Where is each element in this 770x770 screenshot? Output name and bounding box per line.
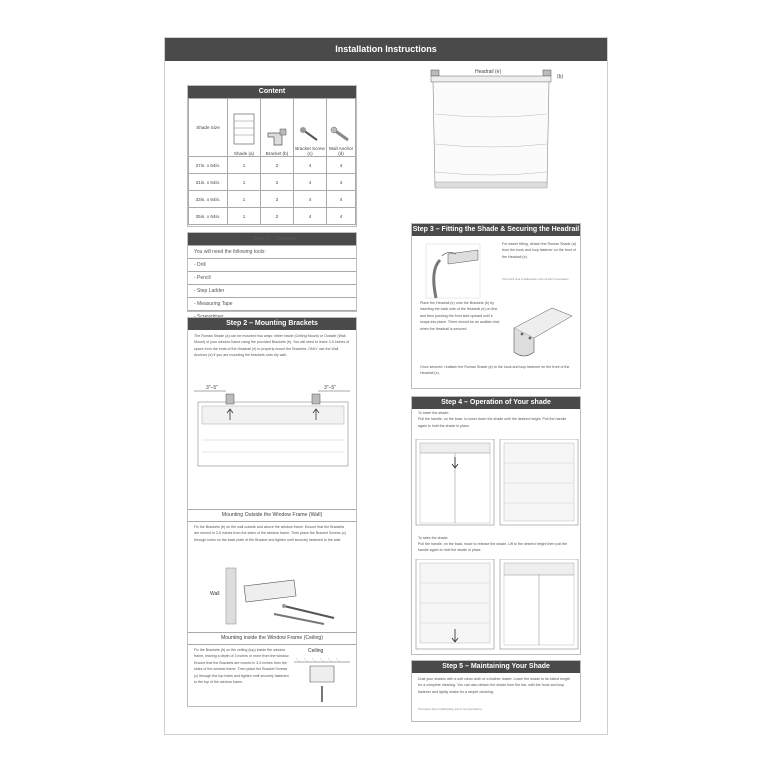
col-anchor (327, 99, 356, 157)
raise-shade-diagram (412, 559, 580, 651)
tool-item: - Drill (188, 259, 356, 272)
col-screw-label: Bracket Screw (c) (295, 146, 325, 156)
tool-item: - Step Ladder (188, 285, 356, 298)
lower-title: To lower the shade: (418, 411, 450, 415)
step3-note: This brand here is deliberately. Just not help homemakers. (502, 278, 570, 281)
shade-icon (229, 111, 259, 151)
screw-icon (297, 124, 323, 146)
ceiling-label: Ceiling (308, 648, 324, 654)
col-anchor-label: Wall Anchor (d) (328, 146, 354, 156)
col-screw (294, 99, 327, 157)
lower-text: Pull the handle, on the back, to lower down the shade until the desired height. Pull the handle again to hold the shade in place. (418, 417, 567, 428)
content-table (188, 98, 356, 225)
page-title: Installation Instructions (165, 38, 607, 61)
step3-text3: Once secured, reattach the Roman Shade (a) to the hook and loop fastener on the front of the Headrail (e). (420, 365, 570, 376)
bracket-icon (264, 125, 290, 151)
wall-label: Wall (210, 591, 220, 597)
col-shade-label: Shade (a) (233, 151, 255, 156)
table-row: 31in. x 64in. 1 2 4 4 (189, 174, 356, 191)
step5-text: Dust your shades with a soft clean cloth or a feather duster. Lower the shade to its fullest length for a complete cleaning. You can also detach the shade from the bar, with the hook and loop fastener and lightly shake for a simple cleaning. (418, 677, 570, 694)
col-bracket-label: Bracket (b) (265, 151, 289, 156)
step5-box (411, 660, 581, 722)
headrail-diagram (415, 64, 575, 194)
step3-box (411, 223, 581, 389)
step4-box (411, 396, 581, 655)
headrail-label: Headrail (e) (475, 69, 502, 75)
outside-mount-text: Fix the Brackets (b) on the wall outside and above the window frame. Ensure that the Brackets are moved in 3-5 inches from the sides of the window frame. Then place the Bracket Screws (c) through holes on the back plate of the Bracket and tighten until securely fastened to the wall. (194, 525, 346, 542)
table-row: 33in. x 64in. 1 2 4 4 (189, 191, 356, 208)
raise-text: Pull the handle, on the back, twice to release the shade. Lift to the desired height then pull the handle again to hold the shade in place. (418, 542, 568, 553)
step1-intro: You will need the following tools: (188, 246, 356, 259)
step3-text2: Place the Headrail (e) onto the Brackets (b) by inserting the back side of the Headrail (e) on first and then pushing the front side upward until it snaps into place. There should be an audible click when the Headrail is secured. (420, 301, 500, 331)
content-header: Content (188, 86, 356, 98)
outside-mount-title: Mounting Outside the Window Frame (Wall) (188, 509, 356, 522)
col-shade (228, 99, 261, 157)
tool-item: - Measuring Tape (188, 298, 356, 311)
step3-header: Step 3 – Fitting the Shade & Securing the Headrail (412, 224, 580, 236)
step3-text1: For easier fitting, detach the Roman Shade (a) from the hook and loop fastener on the front of the Headrail (e). (502, 242, 576, 259)
col-shade-size: Shade Size (189, 99, 228, 157)
measure-right: 3"–5" (324, 385, 336, 391)
headrail-snap-diagram (506, 298, 574, 360)
bracket-label: (b) (557, 74, 564, 80)
inside-mount-text: Fix the Brackets (b) on the ceiling (top) inside the window frame, leaving a depth of 3 inches or more from the window. Ensure that the Brackets are moved in 3-5 inches from the sides of the window frame. Then place the Bracket Screws (c) through the top holes and tighten until securely fastened to the top of the window frame. (194, 648, 290, 685)
window-bracket-diagram (188, 380, 356, 470)
inside-mount-title: Mounting inside the Window Frame (Ceiling) (188, 632, 356, 645)
instruction-sheet (164, 37, 608, 735)
wall-mount-diagram (224, 566, 354, 626)
ceiling-mount-diagram (292, 656, 352, 706)
tool-item: - Pencil (188, 272, 356, 285)
measure-left: 3"–5" (206, 385, 218, 391)
step2-header: Step 2 – Mounting Brackets (188, 318, 356, 330)
content-table-box (187, 85, 357, 227)
col-bracket (261, 99, 294, 157)
lower-shade-diagram (412, 439, 580, 529)
step2-box (187, 317, 357, 707)
step5-note: This leaves here is deliberately, just for text decorations. (418, 708, 483, 711)
anchor-icon (328, 124, 354, 146)
step5-header: Step 5 – Maintaining Your Shade (412, 661, 580, 673)
step2-text: The Roman Shade (a) can be mounted two ways: either inside (Ceiling Mount) or Outside (Wall Mount) of your window frame using the provided Brackets (b). You will need to leave 3-5 inches of space from the ends of the Headrail (e) to properly mount the Brackets. ONLY use the Wall Anchors (d) if you are mounting the brackets onto dry wall. (194, 334, 350, 358)
step1-box (187, 232, 357, 312)
raise-title: To raise the shade: (418, 536, 449, 540)
headrail-detach-diagram (420, 240, 488, 302)
step1-header: Step 1 – Checklist (188, 233, 356, 246)
step4-header: Step 4 – Operation of Your shade (412, 397, 580, 409)
table-row: 35in. x 64in. 1 2 4 4 (189, 208, 356, 225)
table-row: 27in. x 64in. 1 2 4 4 (189, 157, 356, 174)
